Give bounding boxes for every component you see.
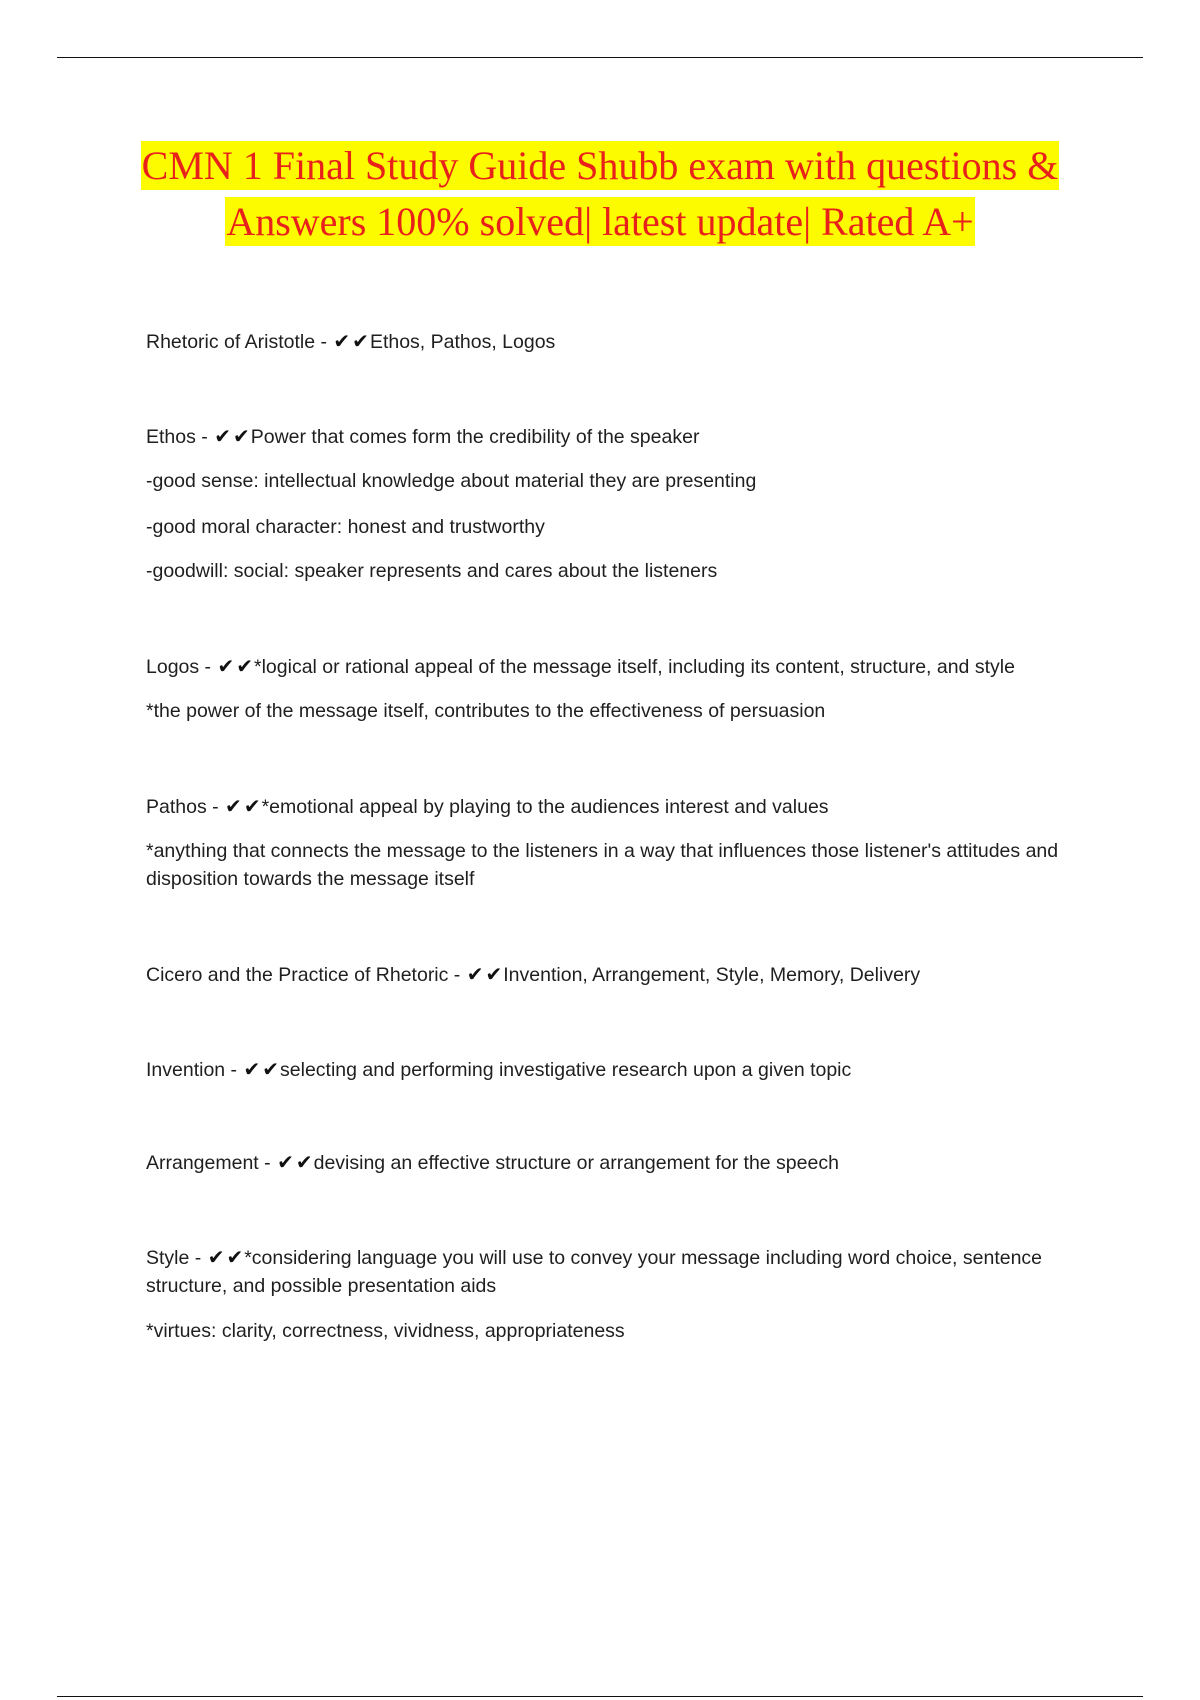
entry-answer: selecting and performing investigative research upon a given topic bbox=[280, 1059, 852, 1081]
entry-answer: Power that comes form the credibility of the speaker bbox=[250, 426, 700, 448]
entry-style bbox=[146, 1243, 1096, 1300]
entry-term: Rhetoric of Aristotle - bbox=[146, 331, 333, 353]
entry-invention bbox=[146, 1055, 1096, 1084]
check-icon: ✔ bbox=[333, 329, 351, 353]
title-text: CMN 1 Final Study Guide Shubb exam with questions & Answers 100% solved| latest update| Rated A+ bbox=[141, 143, 1059, 244]
entry-term: Cicero and the Practice of Rhetoric - bbox=[146, 964, 466, 986]
check-icon: ✔ bbox=[466, 962, 484, 986]
check-icon: ✔ bbox=[352, 329, 369, 353]
entry-detail: -goodwill: social: speaker represents and cares about the listeners bbox=[146, 560, 718, 582]
entry-term: Arrangement - bbox=[146, 1152, 277, 1174]
entry-detail: *anything that connects the message to the listeners in a way that influences those listener's attitudes and disposition towards the message itself bbox=[146, 840, 1059, 890]
entry-term: Pathos - bbox=[146, 796, 225, 818]
entry-answer: Ethos, Pathos, Logos bbox=[369, 331, 556, 353]
entry-detail: *virtues: clarity, correctness, vividness, appropriateness bbox=[146, 1320, 625, 1342]
check-icon: ✔ bbox=[207, 1245, 225, 1269]
entry-answer: *logical or rational appeal of the message itself, including its content, structure, and style bbox=[254, 656, 1015, 678]
check-icon: ✔ bbox=[226, 1245, 244, 1269]
entry-arrangement bbox=[146, 1148, 1096, 1177]
entry-detail: *the power of the message itself, contributes to the effectiveness of persuasion bbox=[146, 700, 826, 722]
entry-pathos bbox=[146, 792, 1096, 821]
entry-cicero bbox=[146, 960, 1096, 989]
check-icon: ✔ bbox=[217, 654, 235, 678]
check-icon: ✔ bbox=[214, 424, 231, 448]
entry-answer: Invention, Arrangement, Style, Memory, Delivery bbox=[503, 964, 921, 986]
document-title bbox=[140, 138, 1060, 250]
check-icon: ✔ bbox=[232, 424, 250, 448]
check-icon: ✔ bbox=[262, 1057, 280, 1081]
check-icon: ✔ bbox=[225, 794, 242, 818]
entry-answer: devising an effective structure or arrangement for the speech bbox=[313, 1152, 839, 1174]
entry-answer: *considering language you will use to convey your message including word choice, sentence structure, and possible presentation aids bbox=[146, 1247, 1043, 1297]
entry-detail: -good sense: intellectual knowledge about material they are presenting bbox=[146, 470, 757, 492]
entry-rhetoric-of-aristotle bbox=[146, 327, 1096, 356]
check-icon: ✔ bbox=[277, 1150, 294, 1174]
entry-term: Invention - bbox=[146, 1059, 243, 1081]
check-icon: ✔ bbox=[243, 794, 261, 818]
check-icon: ✔ bbox=[243, 1057, 261, 1081]
entry-logos bbox=[146, 652, 1096, 681]
entry-term: Logos - bbox=[146, 656, 217, 678]
entry-ethos bbox=[146, 422, 1096, 451]
top-rule bbox=[57, 57, 1143, 58]
check-icon: ✔ bbox=[485, 962, 503, 986]
check-icon: ✔ bbox=[236, 654, 253, 678]
bottom-rule bbox=[57, 1696, 1143, 1697]
check-icon: ✔ bbox=[295, 1150, 313, 1174]
entry-detail: -good moral character: honest and trustworthy bbox=[146, 516, 545, 538]
entry-answer: *emotional appeal by playing to the audiences interest and values bbox=[261, 796, 829, 818]
entry-term: Ethos - bbox=[146, 426, 214, 448]
entry-term: Style - bbox=[146, 1247, 207, 1269]
